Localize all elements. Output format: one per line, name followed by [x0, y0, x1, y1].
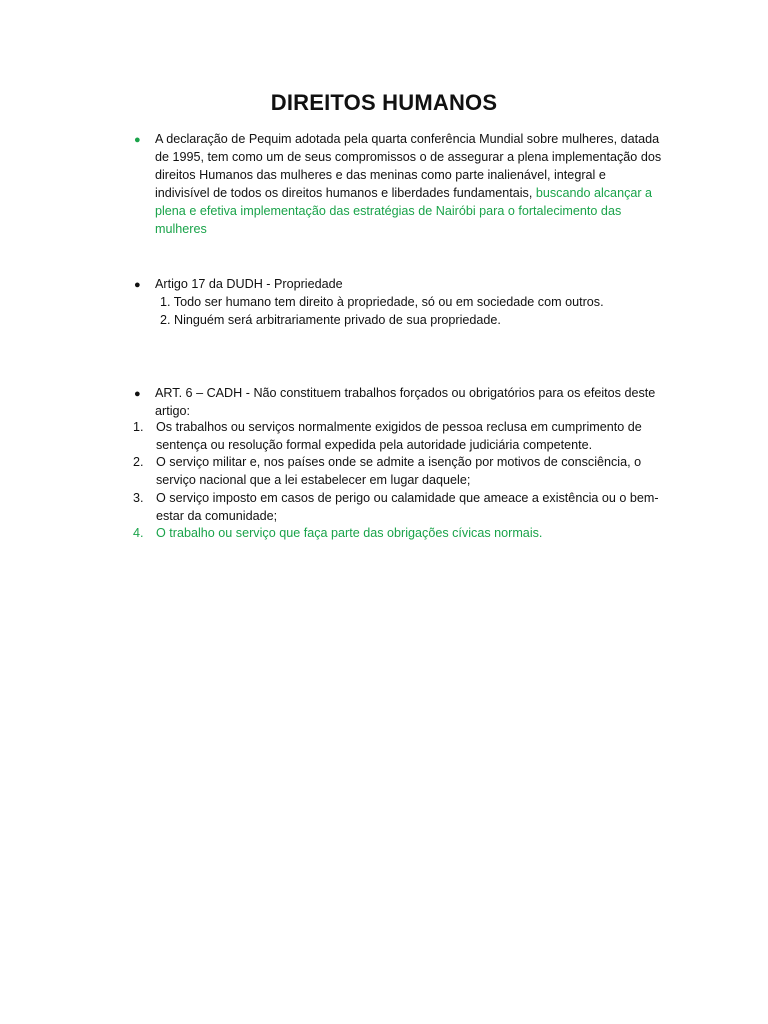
- item-text: Os trabalhos ou serviços normalmente exigidos de pessoa reclusa em cumprimento de sentença ou resolução formal expedida pela autoridade judiciária competente.: [156, 420, 642, 452]
- cadh-heading: ART. 6 – CADH - Não constituem trabalhos forçados ou obrigatórios para os efeitos deste artigo:: [155, 386, 656, 418]
- item-text: O serviço militar e, nos países onde se admite a isenção por motivos de consciência, o serviço nacional que a lei estabelecer em lugar daquele;: [156, 455, 642, 487]
- cadh-item-1: [133, 418, 663, 454]
- item-text: O trabalho ou serviço que faça parte das obrigações cívicas normais.: [156, 526, 543, 540]
- dudh-item-1: 1. Todo ser humano tem direito à propriedade, só ou em sociedade com outros.: [160, 295, 604, 309]
- item-number: 2.: [133, 455, 144, 469]
- dudh-item-2: 2. Ninguém será arbitrariamente privado de sua propriedade.: [160, 313, 501, 327]
- item-number: 4.: [133, 526, 144, 540]
- list-item-pequim: [133, 130, 663, 238]
- bullet-green-icon: ●: [134, 134, 141, 146]
- list-item-dudh: [133, 275, 663, 293]
- pequim-highlight-text: buscando alcançar a plena e efetiva implementação das estratégias de Nairóbi para o fortalecimento das mulheres: [155, 186, 653, 236]
- bullet-icon: ●: [134, 388, 141, 400]
- item-number: 3.: [133, 491, 144, 505]
- list-item-text: [155, 130, 663, 238]
- item-text: O serviço imposto em casos de perigo ou calamidade que ameace a existência ou o bem-estar da comunidade;: [156, 491, 659, 523]
- cadh-item-2: [133, 453, 663, 489]
- pequim-text: A declaração de Pequim adotada pela quarta conferência Mundial sobre mulheres, datada de 1995, tem como um de seus compromissos o de assegurar a plena implementação dos direitos Humanos das mulheres e das meninas como parte inalienável, integral e indivisível de todos os direitos humanos e liberdades fundamentais,: [155, 132, 662, 200]
- list-item-cadh: [133, 384, 663, 420]
- dudh-heading: Artigo 17 da DUDH - Propriedade: [155, 277, 343, 291]
- page-title: DIREITOS HUMANOS: [270, 90, 498, 115]
- cadh-item-4: [133, 524, 663, 542]
- bullet-icon: ●: [134, 279, 141, 291]
- item-number: 1.: [133, 420, 144, 434]
- cadh-item-3: [133, 489, 663, 525]
